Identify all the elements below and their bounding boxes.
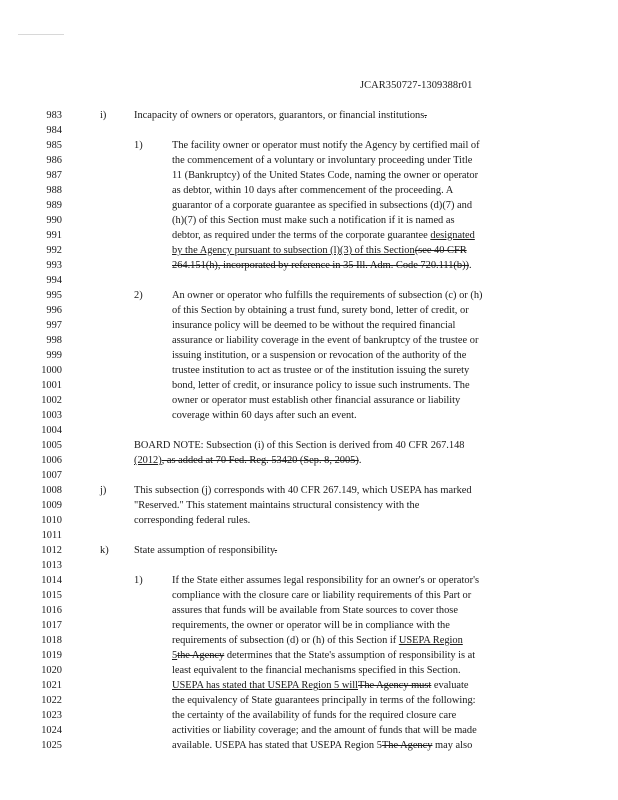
- line-number: 997: [46, 320, 62, 331]
- text-line: coverage within 60 days after such an event.: [172, 410, 357, 421]
- line-number: 1012: [41, 545, 62, 556]
- line-number: 990: [46, 215, 62, 226]
- paragraph-label: 1): [134, 575, 143, 586]
- line-number: 983: [46, 110, 62, 121]
- line-number: 994: [46, 275, 62, 286]
- deleted-text: , as added at 70 Fed. Reg. 53420 (Sep. 8, 2005): [161, 455, 359, 466]
- deleted-text: The Agency: [381, 740, 433, 751]
- text-run: requirements of subsection (d) or (h) of this Section if: [172, 635, 399, 646]
- line-number: 1011: [41, 530, 62, 541]
- line-number: 1004: [41, 425, 62, 436]
- line-number: 998: [46, 335, 62, 346]
- line-number: 985: [46, 140, 62, 151]
- line-number: 992: [46, 245, 62, 256]
- inserted-text: by the Agency pursuant to subsection (l)(3) of this Section: [172, 245, 415, 256]
- text-run: determines that the State's assumption of responsibility is at: [224, 650, 476, 661]
- line-number: 1002: [41, 395, 62, 406]
- text-run: debtor, as required under the terms of the corporate guarantee: [172, 230, 431, 241]
- line-number: 1020: [41, 665, 62, 676]
- text-line: [172, 635, 463, 647]
- text-line: the commencement of a voluntary or involuntary proceeding under Title: [172, 155, 473, 166]
- inserted-text: USEPA has stated that USEPA Region 5 will: [172, 680, 358, 691]
- text-run: .: [358, 455, 362, 466]
- text-line: If the State either assumes legal responsibility for an owner's or operator's: [172, 575, 480, 586]
- text-line: bond, letter of credit, or insurance policy to issue such instruments. The: [172, 380, 470, 391]
- text-line: corresponding federal rules.: [134, 515, 251, 526]
- subsection-heading: [134, 110, 427, 122]
- text-line: issuing institution, or a suspension or revocation of the authority of the: [172, 350, 467, 361]
- line-number: 1014: [41, 575, 62, 586]
- subsection-heading: [134, 545, 277, 557]
- text-line: trustee institution to act as trustee or of the institution issuing the surety: [172, 365, 470, 376]
- text-run: available. USEPA has stated that USEPA Region 5: [172, 740, 382, 751]
- text-line: An owner or operator who fulfills the requirements of subsection (c) or (h): [172, 290, 483, 301]
- text-line: The facility owner or operator must notify the Agency by certified mail of: [172, 140, 480, 151]
- line-number: 1022: [41, 695, 62, 706]
- text-line: of this Section by obtaining a trust fund, surety bond, letter of credit, or: [172, 305, 469, 316]
- paragraph-label: 1): [134, 140, 143, 151]
- line-number: 1010: [41, 515, 62, 526]
- line-number: 1017: [41, 620, 62, 631]
- line-number: 1009: [41, 500, 62, 511]
- subsection-label: k): [100, 545, 109, 556]
- line-number: 991: [46, 230, 62, 241]
- text-line: the equivalency of State guarantees principally in terms of the following:: [172, 695, 476, 706]
- line-number: 995: [46, 290, 62, 301]
- text-line: [172, 680, 469, 692]
- text-line: assures that funds will be available from State sources to cover those: [172, 605, 458, 616]
- line-number: 993: [46, 260, 62, 271]
- text-line: "Reserved." This statement maintains structural consistency with the: [134, 500, 420, 511]
- text-line: [172, 260, 472, 272]
- heading-text: State assumption of responsibility: [134, 545, 275, 556]
- text-line: [172, 230, 475, 242]
- deleted-text: the Agency: [177, 650, 225, 661]
- line-number: 1003: [41, 410, 62, 421]
- deleted-text: (see 40 CFR: [414, 245, 467, 256]
- text-line: assurance or liability coverage in the event of bankruptcy of the trustee or: [172, 335, 479, 346]
- subsection-label: i): [100, 110, 107, 121]
- line-number: 984: [46, 125, 62, 136]
- line-number: 1018: [41, 635, 62, 646]
- line-number: 1023: [41, 710, 62, 721]
- text-line: (h)(7) of this Section must make such a notification if it is named as: [172, 215, 455, 226]
- text-run: evaluate: [431, 680, 469, 691]
- text-line: activities or liability coverage; and the amount of funds that will be made: [172, 725, 477, 736]
- inserted-text: USEPA Region: [398, 635, 463, 646]
- text-line: 11 (Bankruptcy) of the United States Code, naming the owner or operator: [172, 170, 479, 181]
- line-number: 1000: [41, 365, 62, 376]
- paragraph-label: 2): [134, 290, 143, 301]
- text-line: [172, 650, 475, 662]
- heading-text: Incapacity of owners or operators, guarantors, or financial institutions: [134, 110, 425, 121]
- text-line: insurance policy will be deemed to be without the required financial: [172, 320, 456, 331]
- line-number: 988: [46, 185, 62, 196]
- line-number: 1006: [41, 455, 62, 466]
- line-number: 1016: [41, 605, 62, 616]
- line-number: 1005: [41, 440, 62, 451]
- deleted-text: 264.151(h), incorporated by reference in 35 Ill. Adm. Code 720.111(b)): [172, 260, 470, 271]
- line-number: 986: [46, 155, 62, 166]
- text-line: requirements, the owner or operator will be in compliance with the: [172, 620, 450, 631]
- subsection-label: j): [100, 485, 107, 496]
- text-run: may also: [432, 740, 473, 751]
- text-run: .: [469, 260, 472, 271]
- text-line: the certainty of the availability of funds for the required closure care: [172, 710, 457, 721]
- inserted-text: 5: [172, 650, 178, 661]
- inserted-text: designated: [430, 230, 475, 241]
- line-number: 1001: [41, 380, 62, 391]
- line-number: 989: [46, 200, 62, 211]
- line-number: 999: [46, 350, 62, 361]
- text-line: guarantor of a corporate guarantee as specified in subsections (d)(7) and: [172, 200, 473, 211]
- inserted-text: (2012): [134, 455, 162, 466]
- deleted-text: .: [424, 110, 427, 121]
- line-number: 1015: [41, 590, 62, 601]
- text-line: owner or operator must establish other financial assurance or liability: [172, 395, 461, 406]
- line-number: 1008: [41, 485, 62, 496]
- line-number: 1024: [41, 725, 62, 736]
- line-number: 1021: [41, 680, 62, 691]
- text-line: least equivalent to the financial mechanisms specified in this Section.: [172, 665, 461, 676]
- scan-artifact: [18, 34, 64, 35]
- text-line: This subsection (j) corresponds with 40 CFR 267.149, which USEPA has marked: [134, 485, 472, 496]
- deleted-text: The Agency must: [358, 680, 432, 691]
- line-number: 1025: [41, 740, 62, 751]
- line-number: 996: [46, 305, 62, 316]
- text-line: [172, 245, 467, 257]
- line-number: 1007: [41, 470, 62, 481]
- line-number: 1013: [41, 560, 62, 571]
- line-number: 1019: [41, 650, 62, 661]
- text-line: compliance with the closure care or liability requirements of this Part or: [172, 590, 472, 601]
- line-number: 987: [46, 170, 62, 181]
- board-note-line: [134, 455, 361, 467]
- text-line: [172, 740, 472, 752]
- document-id: JCAR350727-1309388r01: [360, 80, 473, 91]
- board-note-line: BOARD NOTE: Subsection (i) of this Section is derived from 40 CFR 267.148: [134, 440, 465, 451]
- text-line: as debtor, within 10 days after commencement of the proceeding. A: [172, 185, 454, 196]
- deleted-text: .: [274, 545, 278, 556]
